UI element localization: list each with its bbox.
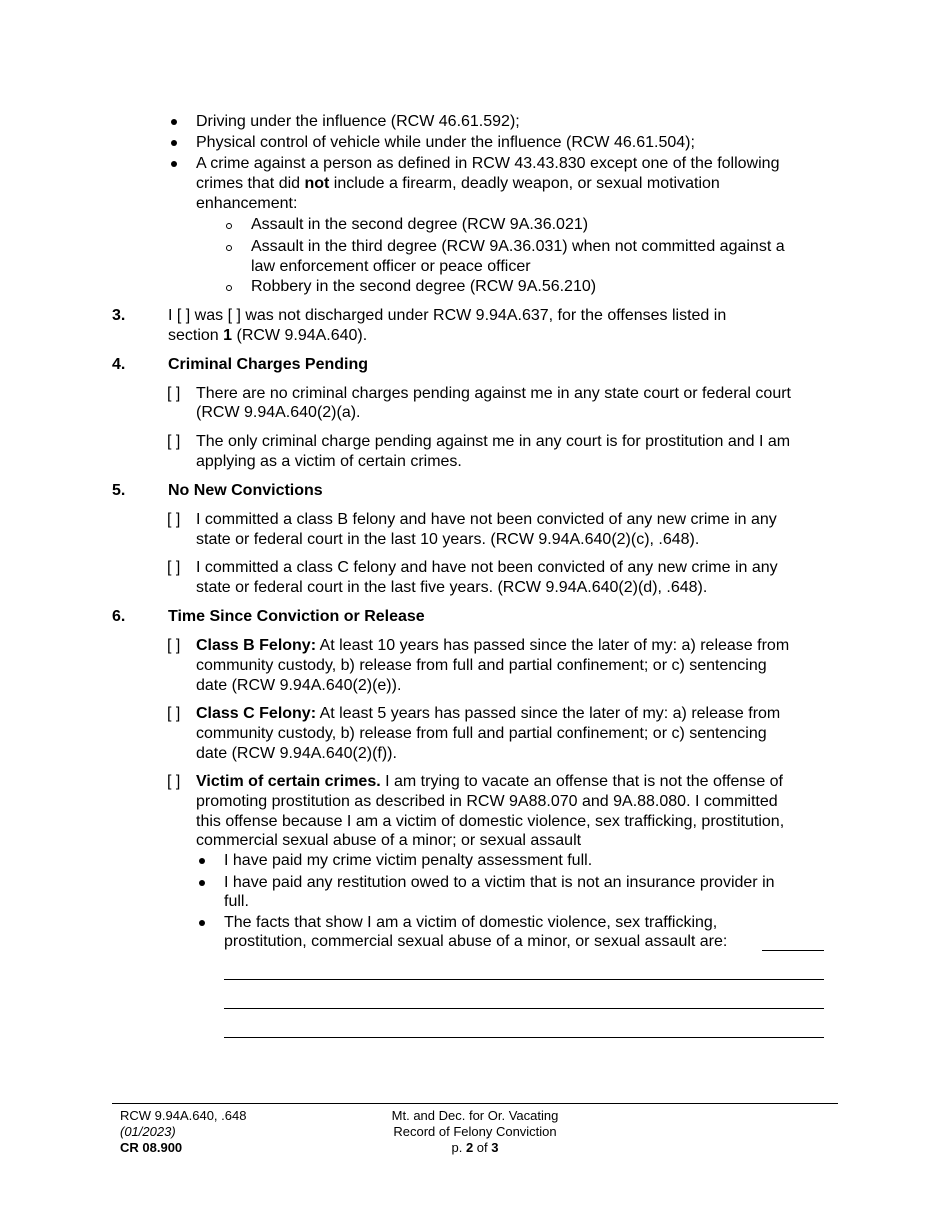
sub-list-item: Robbery in the second degree (RCW 9A.56.210) xyxy=(251,278,597,295)
list-item-continued: enhancement: xyxy=(196,195,298,212)
checkbox[interactable]: [ ] xyxy=(167,637,181,654)
text-run: of xyxy=(473,1140,492,1155)
sub-bullet-circle xyxy=(226,245,232,251)
section-number: 4. xyxy=(112,356,126,373)
option-text-continued: state or federal court in the last 10 years. (RCW 9.94A.640(2)(c), .648). xyxy=(196,531,700,548)
list-item-continued: prostitution, commercial sexual abuse of a minor, or sexual assault are: xyxy=(224,933,728,950)
bullet-dot xyxy=(199,920,205,926)
section-heading: Time Since Conviction or Release xyxy=(168,608,425,625)
option-text-continued: this offense because I am a victim of domestic violence, sex trafficking, prostitution, xyxy=(196,813,785,830)
text-run: section xyxy=(168,327,224,344)
bullet-dot xyxy=(171,161,177,167)
checkbox[interactable]: [ ] xyxy=(167,705,181,722)
list-item: The facts that show I am a victim of domestic violence, sex trafficking, xyxy=(224,914,718,931)
sub-list-item: Assault in the third degree (RCW 9A.36.031) when not committed against a xyxy=(251,238,785,255)
section-heading: No New Convictions xyxy=(168,482,323,499)
option-label: Class B Felony: xyxy=(196,637,317,654)
option-text-continued: date (RCW 9.94A.640(2)(e)). xyxy=(196,677,402,694)
list-item-text: A crime against a person as defined in RCW 43.43.830 except one of the following xyxy=(196,155,780,172)
list-item xyxy=(196,154,779,174)
option-text-continued: applying as a victim of certain crimes. xyxy=(196,453,462,470)
text-run: p. xyxy=(451,1140,466,1155)
text-run: I am trying to vacate an offense that is not the offense of xyxy=(380,773,783,790)
section-3-text: I [ ] was [ ] was not discharged under RCW 9.94A.637, for the offenses listed in xyxy=(168,307,727,324)
option-text: There are no criminal charges pending against me in any state court or federal court xyxy=(196,385,791,402)
option-text-continued: promoting prostitution as described in RCW 9A88.070 and 9A.88.080. I committed xyxy=(196,793,778,810)
sub-bullet-circle xyxy=(226,223,232,229)
section-number: 3. xyxy=(112,307,126,324)
text-run: At least 10 years has passed since the later of my: a) release from xyxy=(316,637,790,654)
option-text xyxy=(196,772,783,792)
footer-form-number: CR 08.900 xyxy=(120,1140,183,1155)
sub-bullet-circle xyxy=(226,285,232,291)
footer-left xyxy=(120,1108,246,1156)
section-heading: Criminal Charges Pending xyxy=(168,356,369,373)
section-number: 6. xyxy=(112,608,126,625)
option-text-continued: date (RCW 9.94A.640(2)(f)). xyxy=(196,745,397,762)
footer-divider xyxy=(112,1103,838,1104)
emphasis-not: not xyxy=(304,175,330,192)
write-in-line[interactable] xyxy=(224,979,824,980)
option-text-continued: (RCW 9.94A.640(2)(a). xyxy=(196,404,361,421)
list-item: I have paid any restitution owed to a victim that is not an insurance provider in xyxy=(224,874,775,891)
section-number: 5. xyxy=(112,482,126,499)
text-run: include a firearm, deadly weapon, or sexual motivation xyxy=(329,175,720,192)
text-run: (RCW 9.94A.640). xyxy=(232,327,368,344)
write-in-line[interactable] xyxy=(762,950,824,951)
footer-page-number xyxy=(350,1140,600,1156)
option-text-continued: community custody, b) release from full and partial confinement; or c) sentencing xyxy=(196,725,767,742)
sub-list-item: Assault in the second degree (RCW 9A.36.021) xyxy=(251,216,589,233)
checkbox[interactable]: [ ] xyxy=(167,433,181,450)
section-3-text-continued xyxy=(168,326,367,346)
list-item: I have paid my crime victim penalty assessment full. xyxy=(224,852,593,869)
bullet-dot xyxy=(199,880,205,886)
option-text xyxy=(196,636,789,656)
option-label: Class C Felony: xyxy=(196,705,317,722)
checkbox[interactable]: [ ] xyxy=(167,559,181,576)
text-run: At least 5 years has passed since the later of my: a) release from xyxy=(316,705,781,722)
option-text: I committed a class B felony and have not been convicted of any new crime in any xyxy=(196,511,777,528)
option-label: Victim of certain crimes. xyxy=(196,773,381,790)
checkbox[interactable]: [ ] xyxy=(167,511,181,528)
write-in-line[interactable] xyxy=(224,1008,824,1009)
list-item: Physical control of vehicle while under the influence (RCW 46.61.504); xyxy=(196,134,695,151)
page-current: 2 xyxy=(465,1140,474,1155)
footer-center xyxy=(350,1108,600,1156)
option-text-continued: state or federal court in the last five years. (RCW 9.94A.640(2)(d), .648). xyxy=(196,579,708,596)
bullet-dot xyxy=(171,140,177,146)
bullet-dot xyxy=(171,119,177,125)
text-run: crimes that did xyxy=(196,175,305,192)
footer-form-subtitle: Record of Felony Conviction xyxy=(393,1124,557,1139)
write-in-line[interactable] xyxy=(224,1037,824,1038)
footer-date: (01/2023) xyxy=(120,1124,176,1139)
option-text-continued: commercial sexual abuse of a minor; or sexual assault xyxy=(196,832,582,849)
option-text-continued: community custody, b) release from full and partial confinement; or c) sentencing xyxy=(196,657,767,674)
option-text xyxy=(196,704,780,724)
list-item-continued: full. xyxy=(224,893,249,910)
option-text: The only criminal charge pending against me in any court is for prostitution and I am xyxy=(196,433,791,450)
checkbox[interactable]: [ ] xyxy=(167,385,181,402)
page-total: 3 xyxy=(491,1140,499,1155)
list-item: Driving under the influence (RCW 46.61.592); xyxy=(196,113,520,130)
footer-statute: RCW 9.94A.640, .648 xyxy=(120,1108,247,1123)
option-text: I committed a class C felony and have not been convicted of any new crime in any xyxy=(196,559,778,576)
bullet-dot xyxy=(199,858,205,864)
sub-list-item-continued: law enforcement officer or peace officer xyxy=(251,258,531,275)
section-ref: 1 xyxy=(223,327,233,344)
footer-form-title: Mt. and Dec. for Or. Vacating xyxy=(391,1108,559,1123)
list-item-continued xyxy=(196,174,720,194)
checkbox[interactable]: [ ] xyxy=(167,773,181,790)
